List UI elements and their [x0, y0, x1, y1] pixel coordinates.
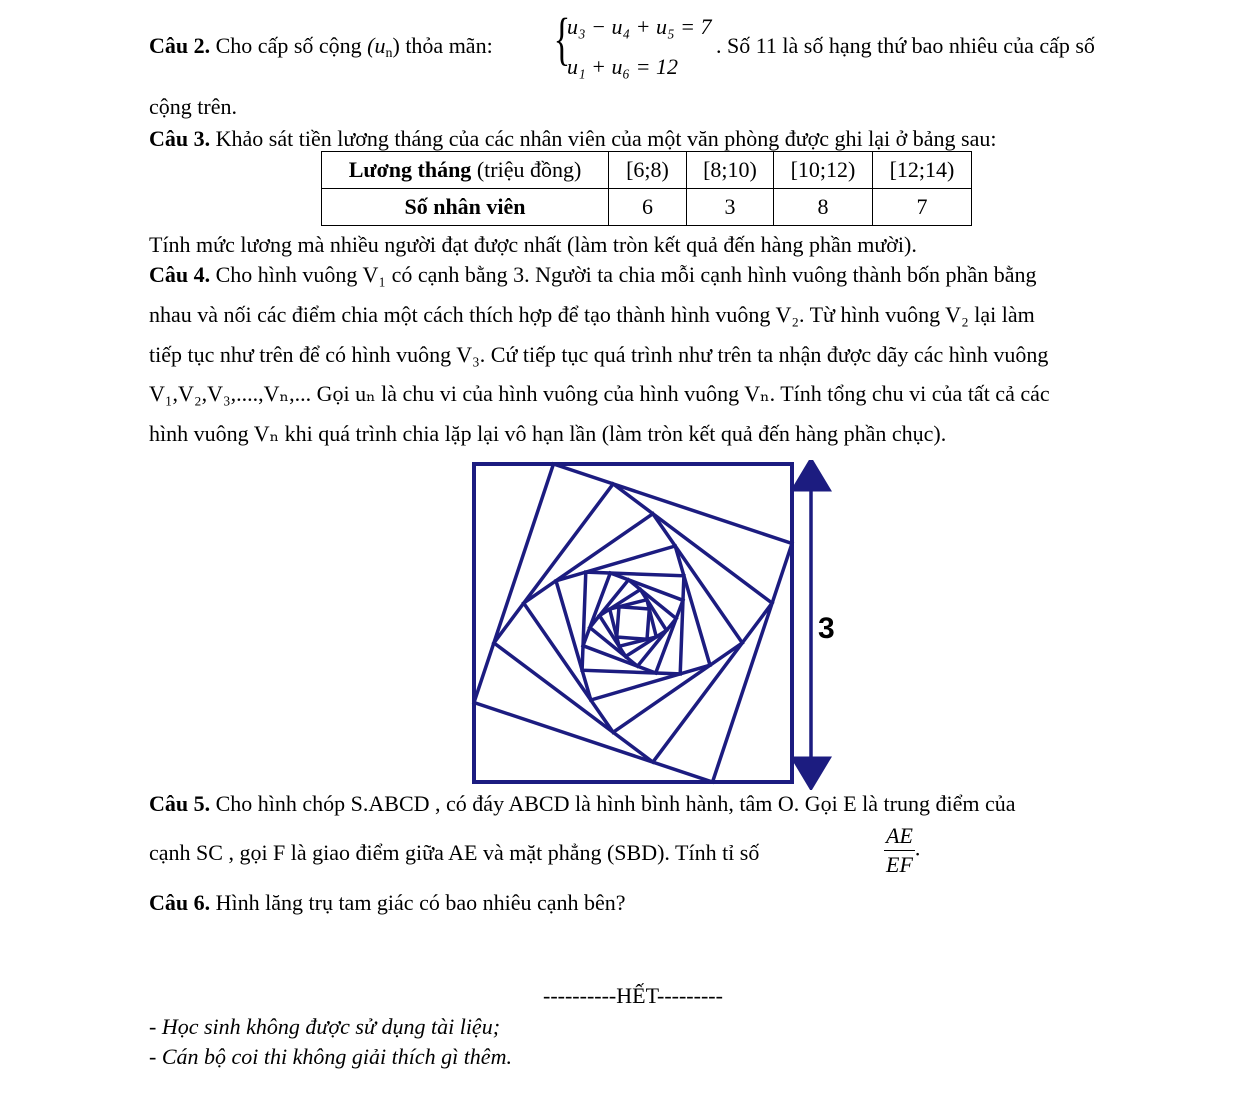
q3-task: Tính mức lương mà nhiều người đạt được nhất (làm tròn kết quả đến hàng phần mười). — [149, 232, 917, 257]
q2-text-d: cộng trên. — [149, 94, 237, 119]
q2-equation-1: u₃ − u₄ + u₅ = 7 — [567, 14, 712, 39]
q5-fraction: $\frac{AE}{EF}$ . — [886, 823, 921, 877]
q2-system-brace: { — [553, 6, 571, 71]
table-row — [322, 189, 972, 226]
q3-label: Câu 3. — [149, 126, 211, 151]
table-cell: [12;14) — [873, 152, 972, 189]
inner-square — [474, 464, 792, 782]
inner-square — [524, 514, 743, 733]
q3-text: Khảo sát tiền lương tháng của các nhân viên của một văn phòng được ghi lại ở bảng sau: — [215, 126, 997, 151]
q2-equation-2: u₁ + u₆ = 12 — [567, 54, 678, 79]
end-marker: ----------HẾT--------- — [543, 983, 723, 1008]
table-cell: 3 — [687, 189, 774, 226]
table-header-salary: Lương tháng (triệu đồng) — [322, 152, 609, 189]
footer-note-1: - Học sinh không được sử dụng tài liệu; — [149, 1014, 501, 1039]
inner-square — [583, 573, 683, 673]
q4-line3: tiếp tục như trên để có hình vuông V₃. Cứ tiếp tục quá trình như trên ta nhận được dãy các hình vuông — [149, 342, 1049, 367]
q3-line — [149, 126, 997, 152]
dimension-label: 3 — [818, 612, 835, 645]
table-cell: 7 — [873, 189, 972, 226]
footer-note-2: - Cán bộ coi thi không giải thích gì thêm. — [149, 1044, 512, 1069]
q2-text-a: Cho cấp số cộng — [215, 33, 362, 58]
salary-table — [321, 151, 972, 226]
q2-text-b: thỏa mãn: — [405, 33, 493, 58]
inner-square — [600, 590, 667, 657]
nested-squares-figure — [470, 460, 840, 790]
table-cell: [6;8) — [609, 152, 687, 189]
q4-line5: hình vuông Vₙ khi quá trình chia lặp lại vô hạn lần (làm tròn kết quả đến hàng phần chục). — [149, 421, 947, 446]
q6-line: Câu 6. Hình lăng trụ tam giác có bao nhiêu cạnh bên? — [149, 890, 626, 915]
table-cell: [8;10) — [687, 152, 774, 189]
q4-line4: V₁,V₂,V₃,....,Vₙ,... Gọi uₙ là chu vi của hình vuông của hình vuông Vₙ. Tính tổng chu vi của tất cả các — [149, 381, 1050, 406]
inner-square — [617, 607, 650, 640]
q5-line2: cạnh SC , gọi F là giao điểm giữa AE và mặt phẳng (SBD). Tính tỉ số — [149, 840, 760, 865]
table-cell: [10;12) — [774, 152, 873, 189]
q5-label: Câu 5. — [149, 791, 211, 816]
inner-square — [556, 546, 710, 700]
q4-line1: Câu 4. Cho hình vuông V₁ có cạnh bằng 3. Người ta chia mỗi cạnh hình vuông thành bốn phần bằng — [149, 262, 1037, 287]
inner-squares — [474, 464, 792, 782]
q6-label: Câu 6. — [149, 890, 211, 915]
q2-line1 — [149, 33, 493, 62]
q2-label: Câu 2. — [149, 33, 211, 58]
q5-line1: Câu 5. Cho hình chóp S.ABCD , có đáy ABCD là hình bình hành, tâm O. Gọi E là trung điểm của — [149, 791, 1016, 816]
q4-line2: nhau và nối các điểm chia một cách thích hợp để tạo thành hình vuông V₂. Từ hình vuông V₂ lại làm — [149, 302, 1035, 327]
outer-square — [474, 464, 792, 782]
table-row — [322, 152, 972, 189]
q2-text-c: . Số 11 là số hạng thứ bao nhiêu của cấp số — [716, 33, 1095, 58]
inner-square — [582, 572, 684, 674]
fraction-numerator: AE — [884, 822, 915, 851]
q2-sequence: $(u_n)$ — [367, 33, 400, 61]
table-cell: 6 — [609, 189, 687, 226]
table-header-count: Số nhân viên — [322, 189, 609, 226]
q4-label: Câu 4. — [149, 262, 211, 287]
fraction-denominator: EF — [886, 852, 913, 877]
table-cell: 8 — [774, 189, 873, 226]
